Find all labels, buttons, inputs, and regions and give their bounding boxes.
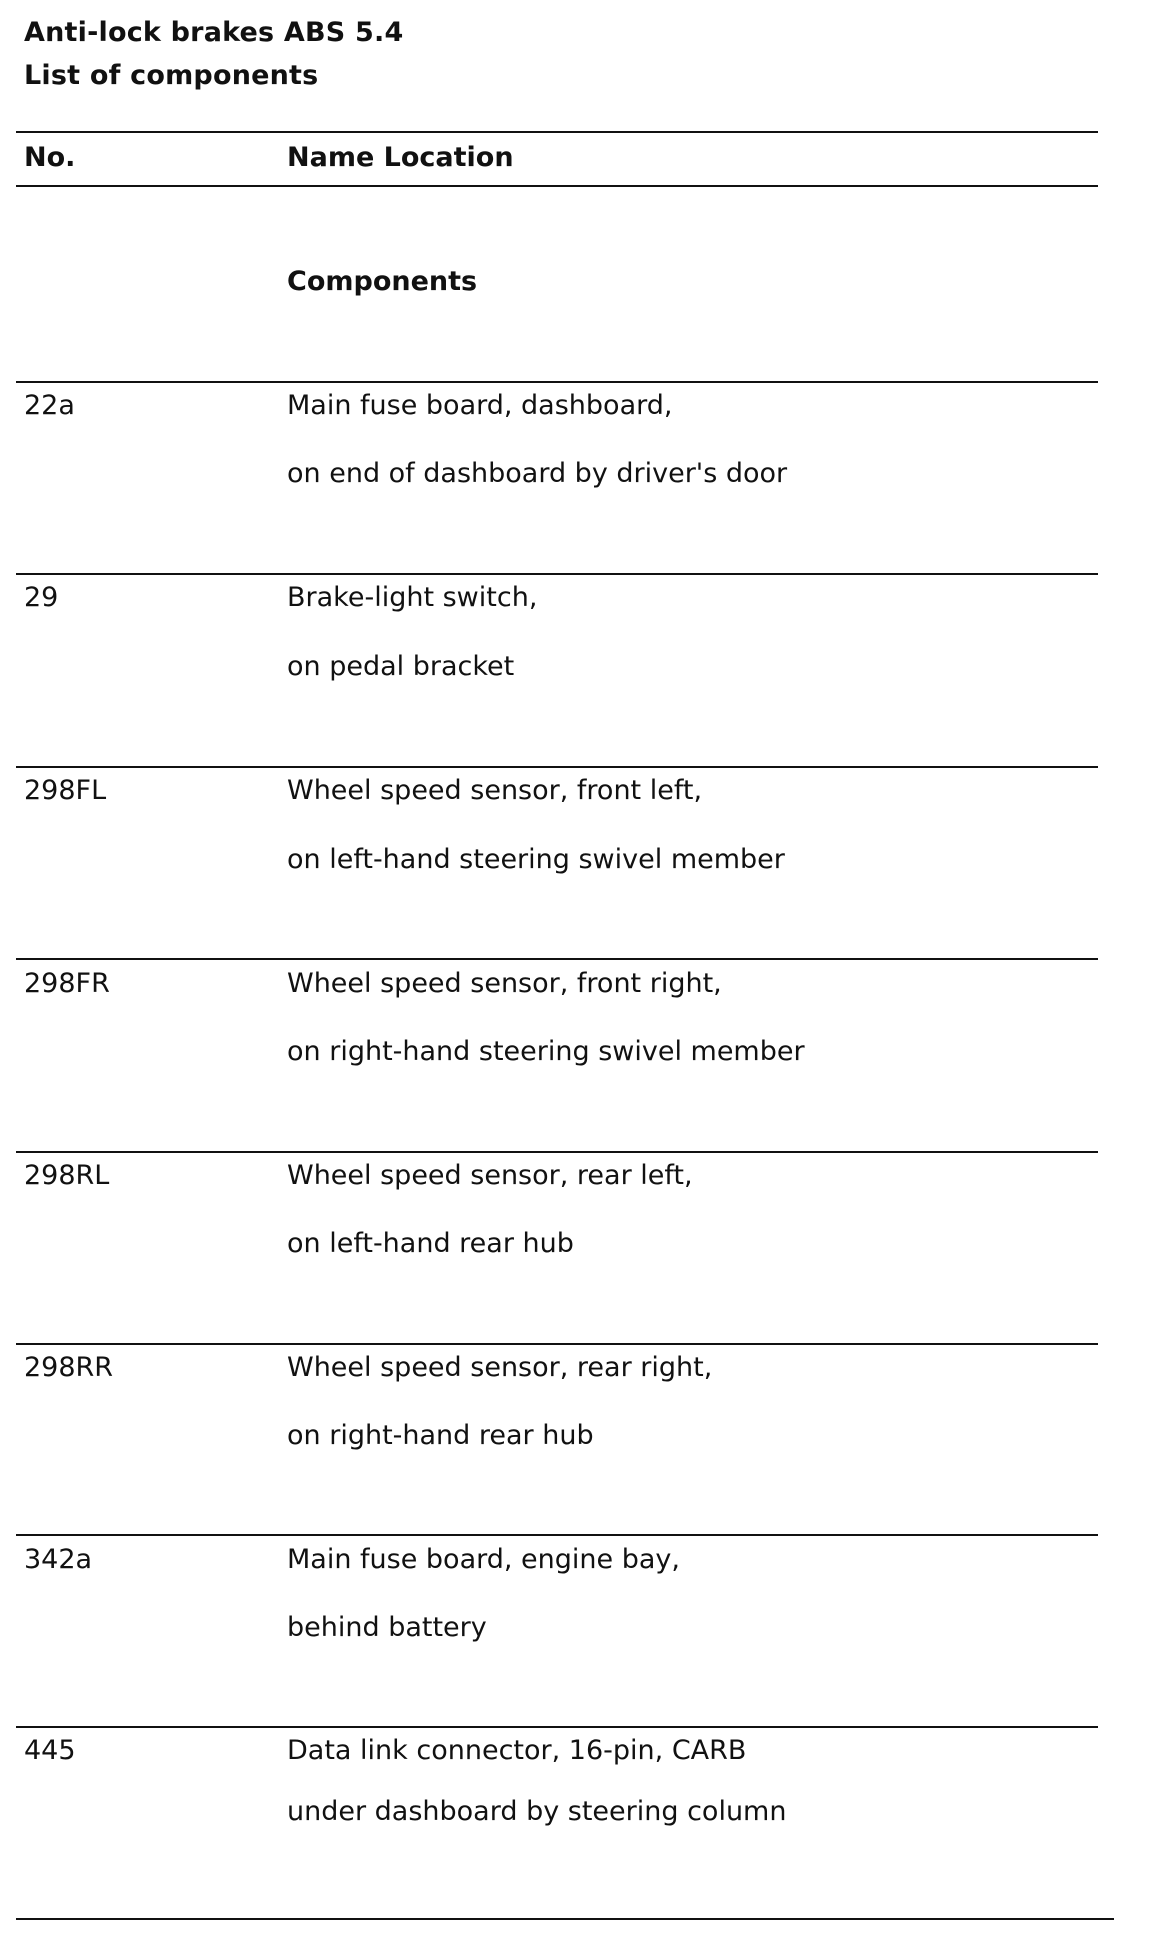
header-bottom-rule	[16, 185, 1098, 187]
row-divider	[16, 766, 1098, 768]
row-name: Brake-light switch,	[287, 582, 538, 613]
row-divider	[16, 958, 1098, 960]
section-label-components: Components	[287, 266, 478, 297]
row-location: on right-hand steering swivel member	[287, 1036, 805, 1067]
row-name: Main fuse board, engine bay,	[287, 1544, 680, 1575]
row-location: on end of dashboard by driver's door	[287, 458, 788, 489]
row-name: Wheel speed sensor, front right,	[287, 968, 722, 999]
row-location: on right-hand rear hub	[287, 1420, 594, 1451]
row-location: on left-hand steering swivel member	[287, 844, 785, 875]
row-divider	[16, 1534, 1098, 1536]
column-header-name-location: Name Location	[287, 142, 514, 173]
row-name: Data link connector, 16-pin, CARB	[287, 1735, 747, 1766]
column-header-no: No.	[24, 142, 76, 173]
row-divider	[16, 1343, 1098, 1345]
row-number: 298RR	[24, 1352, 114, 1383]
row-name: Wheel speed sensor, rear right,	[287, 1352, 713, 1383]
row-number: 298RL	[24, 1160, 110, 1191]
row-location: under dashboard by steering column	[287, 1796, 787, 1827]
document-subtitle: List of components	[24, 60, 319, 91]
row-divider	[16, 1151, 1098, 1153]
row-name: Wheel speed sensor, front left,	[287, 775, 703, 806]
row-number: 445	[24, 1735, 76, 1766]
document-title: Anti-lock brakes ABS 5.4	[24, 17, 404, 48]
row-number: 29	[24, 582, 59, 613]
row-divider	[16, 1726, 1098, 1728]
row-number: 298FR	[24, 968, 110, 999]
row-number: 22a	[24, 390, 75, 421]
table-bottom-rule	[16, 1918, 1114, 1920]
row-number: 342a	[24, 1544, 93, 1575]
row-name: Main fuse board, dashboard,	[287, 390, 673, 421]
row-divider	[16, 381, 1098, 383]
row-number: 298FL	[24, 775, 107, 806]
row-location: on left-hand rear hub	[287, 1228, 574, 1259]
row-divider	[16, 573, 1098, 575]
table-top-rule	[16, 131, 1098, 133]
row-name: Wheel speed sensor, rear left,	[287, 1160, 693, 1191]
row-location: on pedal bracket	[287, 651, 515, 682]
row-location: behind battery	[287, 1612, 487, 1643]
